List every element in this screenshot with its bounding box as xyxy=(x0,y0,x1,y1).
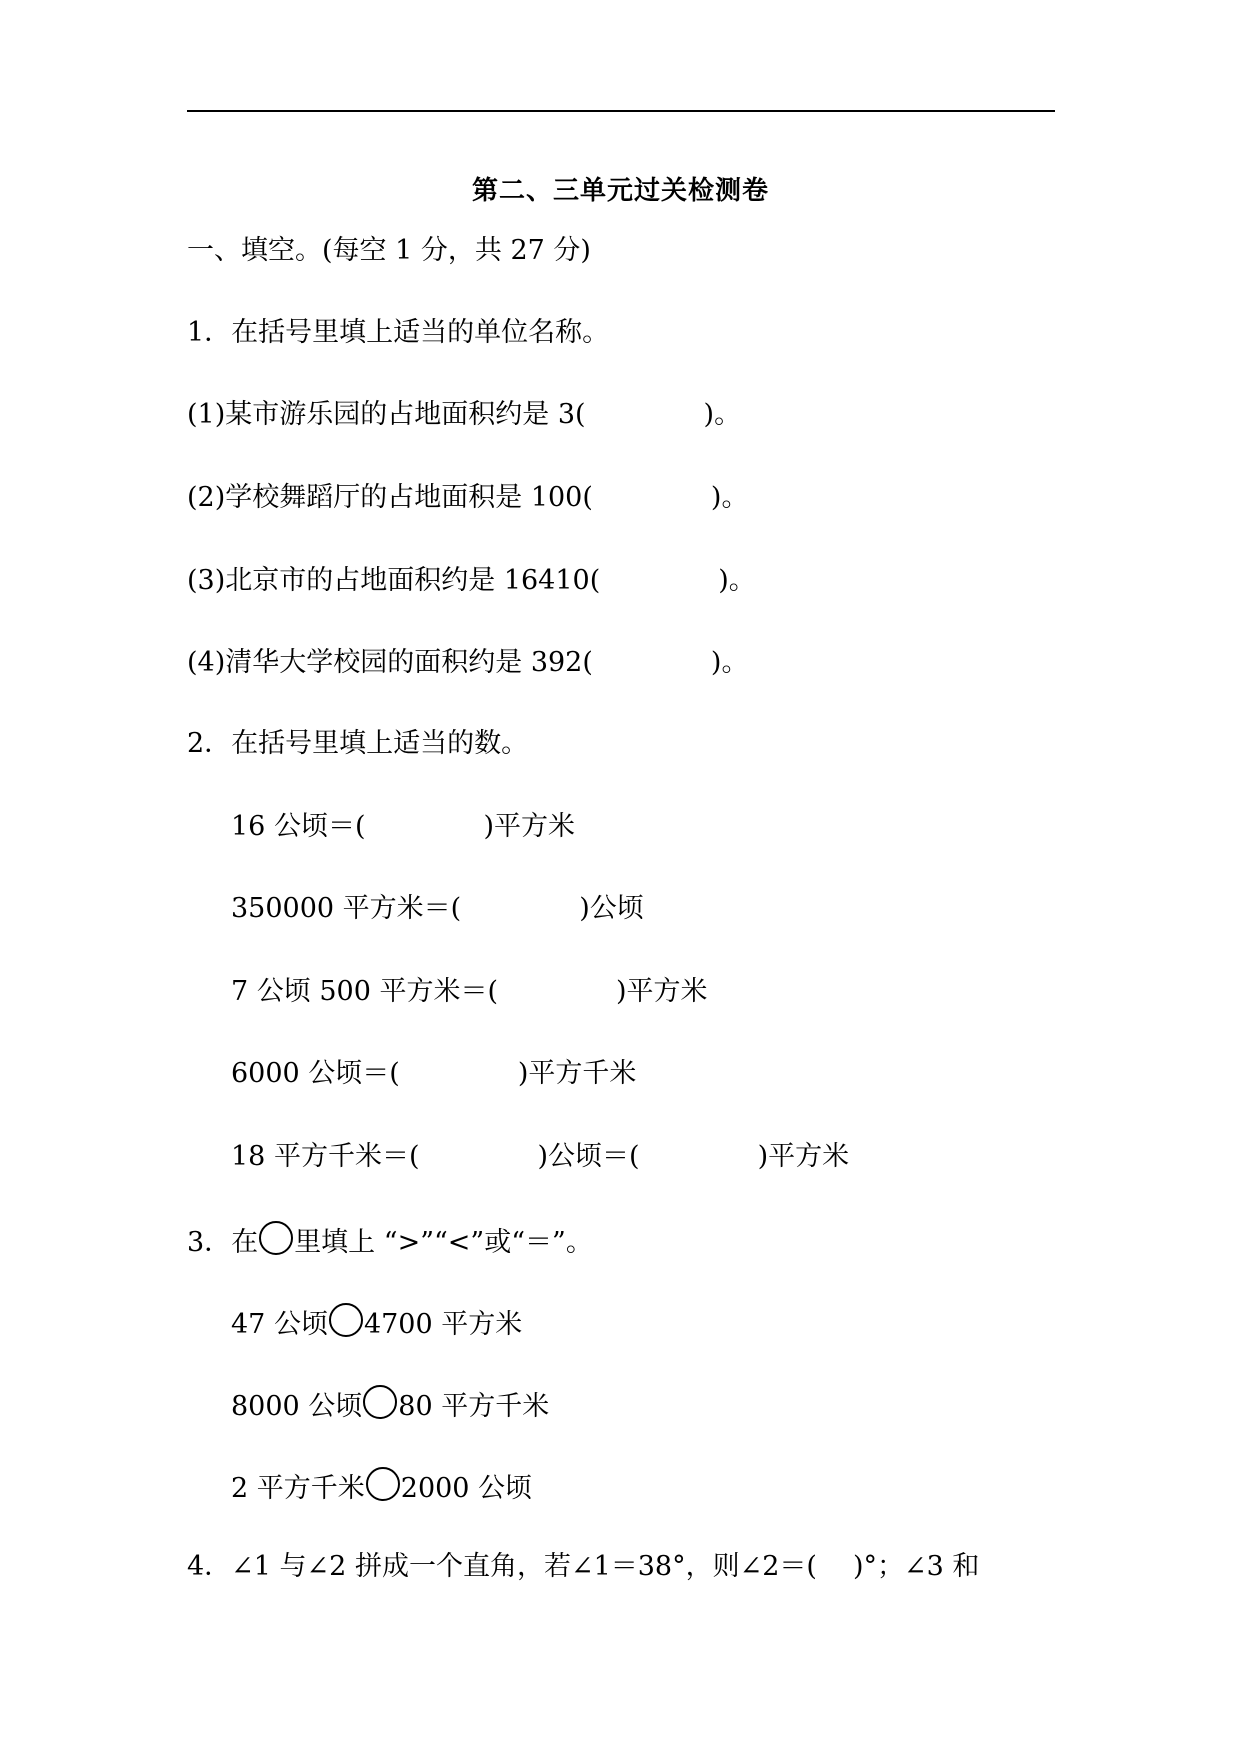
compare-circle[interactable] xyxy=(363,1385,397,1419)
question-2-item: 350000 平方米＝( )公顷 xyxy=(231,893,644,924)
compare-circle[interactable] xyxy=(366,1467,400,1501)
question-3-item: 47 公顷 4700 平方米 xyxy=(231,1303,522,1342)
question-3-item: 2 平方千米 2000 公顷 xyxy=(231,1467,532,1506)
question-4: 4．∠1 与∠2 拼成一个直角，若∠1＝38°，则∠2＝( )°；∠3 和 xyxy=(187,1551,980,1582)
question-2-item: 7 公顷 500 平方米＝( )平方米 xyxy=(231,976,708,1007)
section-heading: 一、填空。(每空 1 分，共 27 分) xyxy=(187,235,591,266)
question-1-item: (1)某市游乐园的占地面积约是 3( )。 xyxy=(187,399,742,430)
circle-icon xyxy=(259,1221,293,1255)
question-2-item: 16 公顷＝( )平方米 xyxy=(231,811,576,842)
header-rule xyxy=(187,110,1055,112)
question-2-item: 18 平方千米＝( )公顷＝( )平方米 xyxy=(231,1141,850,1172)
question-1-stem: 1．在括号里填上适当的单位名称。 xyxy=(187,317,610,348)
page-title: 第二、三单元过关检测卷 xyxy=(471,176,769,206)
question-1-item: (3)北京市的占地面积约是 16410( )。 xyxy=(187,565,756,596)
question-3-item: 8000 公顷 80 平方千米 xyxy=(231,1385,549,1424)
question-3-stem: 3．在 里填上 “>”“<”或“＝”。 xyxy=(187,1221,593,1260)
question-2-stem: 2．在括号里填上适当的数。 xyxy=(187,728,529,759)
question-1-item: (2)学校舞蹈厅的占地面积是 100( )。 xyxy=(187,482,749,513)
compare-circle[interactable] xyxy=(329,1303,363,1337)
question-1-item: (4)清华大学校园的面积约是 392( )。 xyxy=(187,647,749,678)
question-2-item: 6000 公顷＝( )平方千米 xyxy=(231,1058,637,1089)
